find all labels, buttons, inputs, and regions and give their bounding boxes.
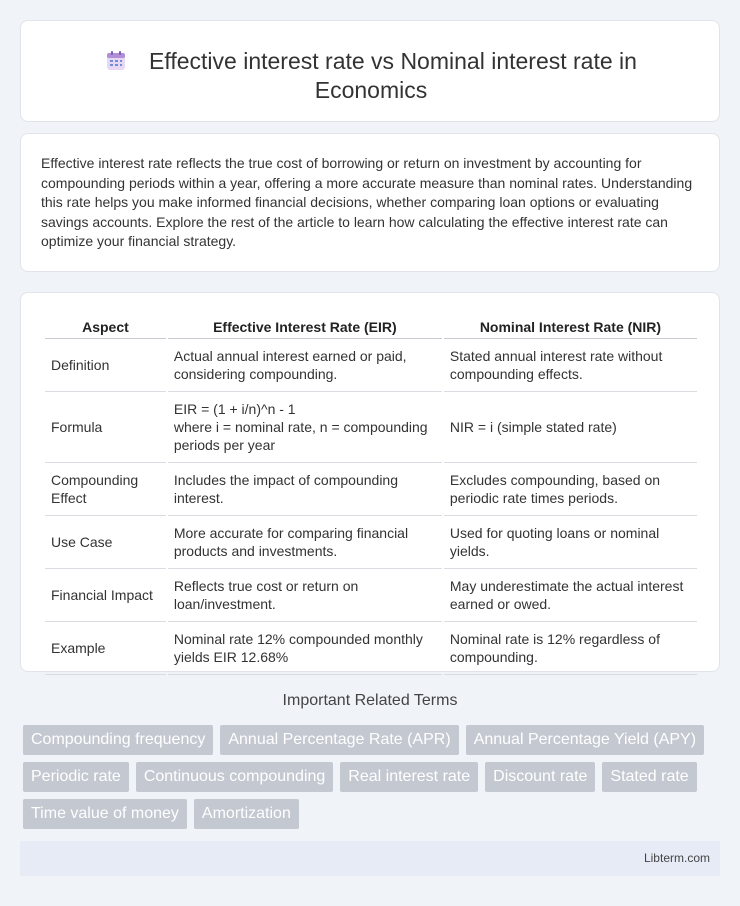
related-terms-list bbox=[23, 725, 723, 836]
tag-row bbox=[23, 762, 723, 792]
table-row bbox=[45, 392, 697, 463]
table-row bbox=[45, 569, 697, 622]
cell-nir: Excludes compounding, based on periodic rate times periods. bbox=[444, 463, 697, 516]
tag-stated-rate[interactable]: Stated rate bbox=[602, 762, 696, 792]
formula-note: where i = nominal rate, n = compounding periods per year bbox=[173, 419, 428, 453]
page-title-row bbox=[21, 47, 721, 105]
tag-time-value-of-money[interactable]: Time value of money bbox=[23, 799, 187, 829]
header-eir: Effective Interest Rate (EIR) bbox=[168, 315, 442, 339]
cell-eir: Nominal rate 12% compounded monthly yields EIR 12.68% bbox=[168, 622, 442, 675]
calendar-icon bbox=[105, 50, 127, 72]
cell-eir: More accurate for comparing financial products and investments. bbox=[168, 516, 442, 569]
title-card bbox=[20, 20, 720, 122]
related-terms-title: Important Related Terms bbox=[282, 692, 458, 709]
cell-nir: Stated annual interest rate without compounding effects. bbox=[444, 339, 697, 392]
header-aspect: Aspect bbox=[45, 315, 166, 339]
table-row bbox=[45, 463, 697, 516]
cell-aspect: Definition bbox=[45, 339, 166, 392]
tag-row bbox=[23, 725, 723, 755]
cell-aspect: Financial Impact bbox=[45, 569, 166, 622]
intro-card bbox=[20, 133, 720, 272]
tag-real-interest-rate[interactable]: Real interest rate bbox=[340, 762, 478, 792]
tag-continuous-compounding[interactable]: Continuous compounding bbox=[136, 762, 333, 792]
tag-discount-rate[interactable]: Discount rate bbox=[485, 762, 595, 792]
comparison-table bbox=[43, 315, 699, 675]
tag-amortization[interactable]: Amortization bbox=[194, 799, 299, 829]
cell-nir: May underestimate the actual interest earned or owed. bbox=[444, 569, 697, 622]
page-title: Effective interest rate vs Nominal interest rate in Economics bbox=[149, 48, 637, 103]
cell-nir: Nominal rate is 12% regardless of compounding. bbox=[444, 622, 697, 675]
cell-nir: Used for quoting loans or nominal yields. bbox=[444, 516, 697, 569]
header-nir: Nominal Interest Rate (NIR) bbox=[444, 315, 697, 339]
formula-line: EIR = (1 + i/n)^n - 1 bbox=[173, 401, 296, 417]
tag-row bbox=[23, 799, 723, 829]
tag-compounding-frequency[interactable]: Compounding frequency bbox=[23, 725, 213, 755]
intro-paragraph: Effective interest rate reflects the true cost of borrowing or return on investment by accounting for compounding periods within a year, offering a more accurate measure than nominal rates. Understanding this rate helps you make informed financial decisions, whether comparing loan options or evaluating savings accounts. Explore the rest of the article to learn how calculating the effective interest rate can optimize your financial strategy. bbox=[41, 155, 693, 250]
cell-eir: Reflects true cost or return on loan/investment. bbox=[168, 569, 442, 622]
tag-apr[interactable]: Annual Percentage Rate (APR) bbox=[220, 725, 458, 755]
cell-aspect: Example bbox=[45, 622, 166, 675]
table-header-row bbox=[45, 315, 697, 339]
cell-eir bbox=[168, 392, 442, 463]
cell-aspect: Formula bbox=[45, 392, 166, 463]
table-row bbox=[45, 622, 697, 675]
cell-eir: Actual annual interest earned or paid, considering compounding. bbox=[168, 339, 442, 392]
cell-nir: NIR = i (simple stated rate) bbox=[444, 392, 697, 463]
tag-periodic-rate[interactable]: Periodic rate bbox=[23, 762, 129, 792]
cell-aspect: Compounding Effect bbox=[45, 463, 166, 516]
tag-apy[interactable]: Annual Percentage Yield (APY) bbox=[466, 725, 704, 755]
table-row bbox=[45, 516, 697, 569]
cell-aspect: Use Case bbox=[45, 516, 166, 569]
footer-brand[interactable]: Libterm.com bbox=[643, 851, 710, 865]
cell-eir: Includes the impact of compounding interest. bbox=[168, 463, 442, 516]
table-row bbox=[45, 339, 697, 392]
footer bbox=[20, 841, 720, 876]
comparison-table-card bbox=[20, 292, 720, 672]
